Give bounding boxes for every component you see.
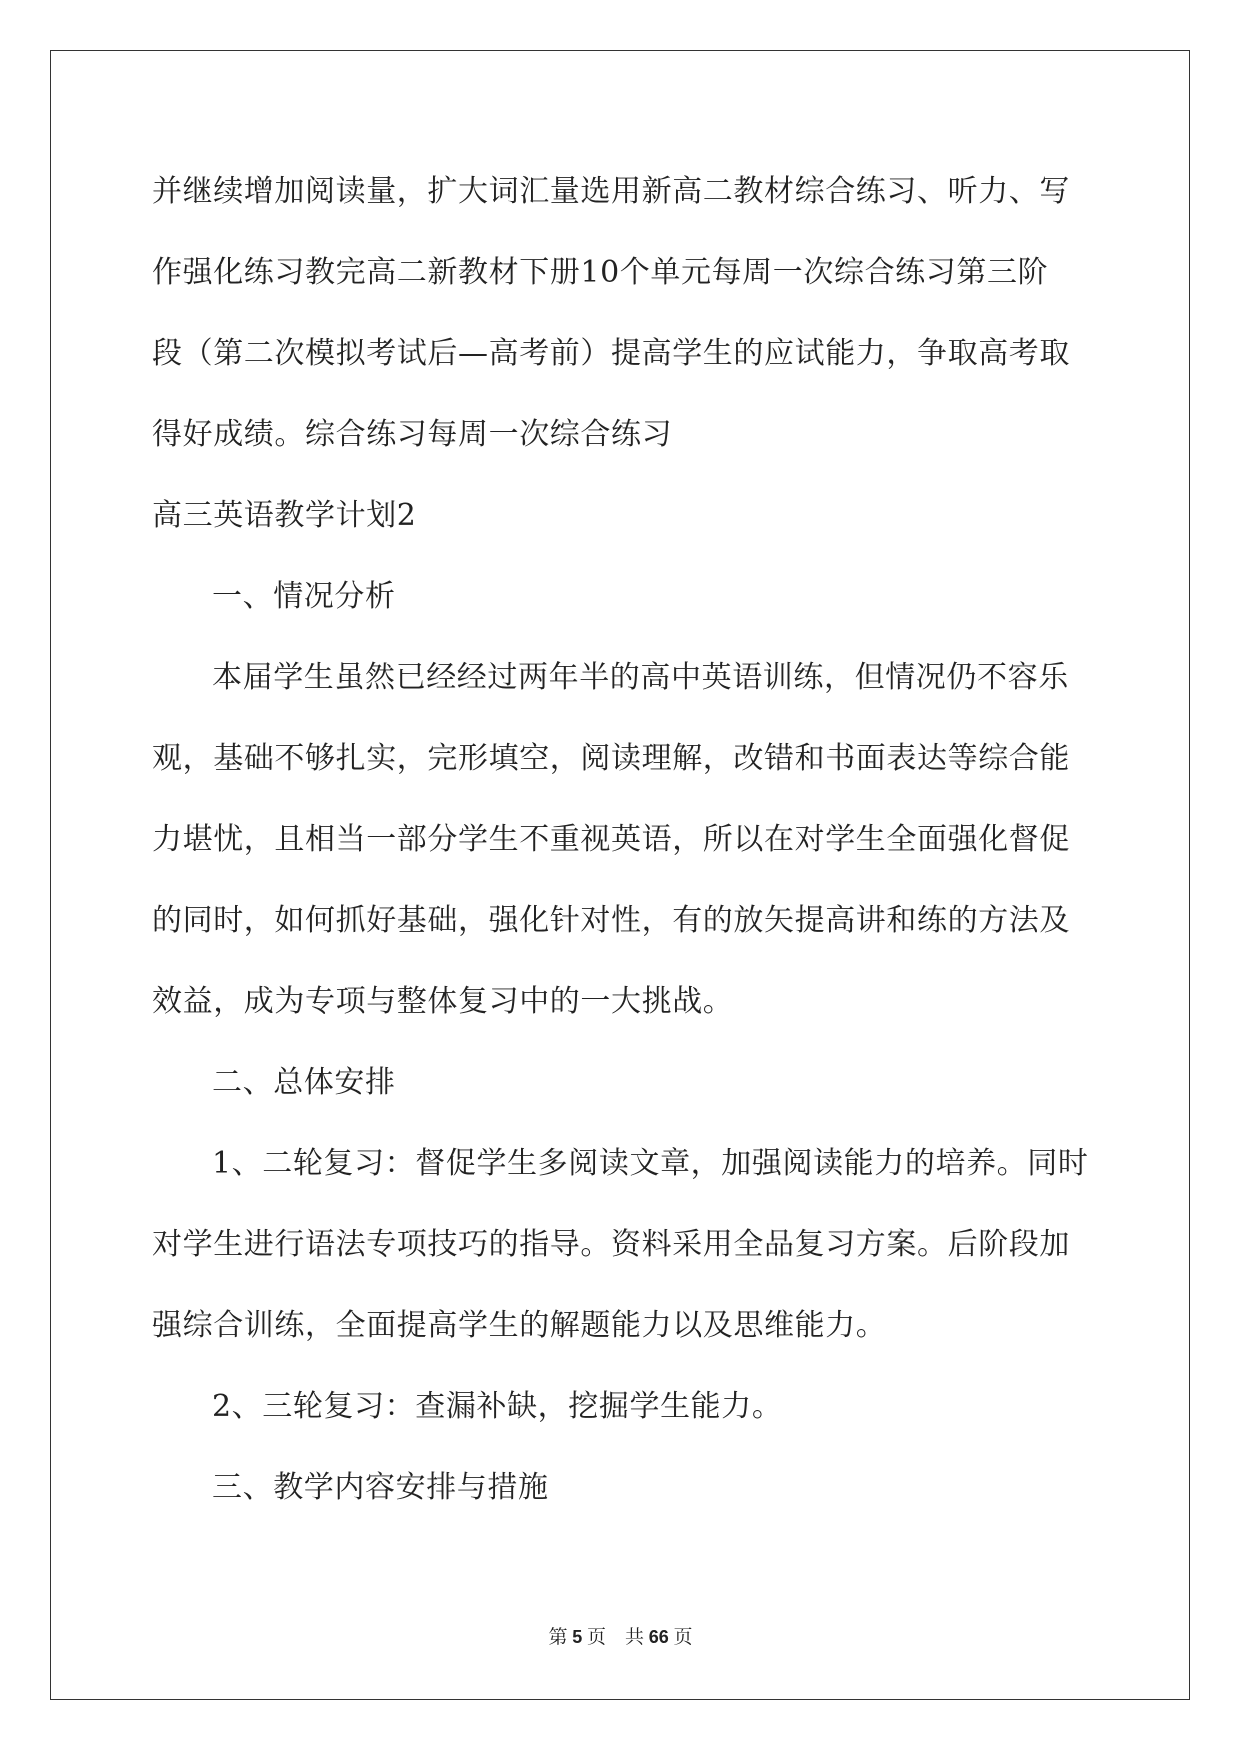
paragraph-line: 强综合训练，全面提高学生的解题能力以及思维能力。 [152, 1308, 887, 1343]
heading-teaching-content: 三、教学内容安排与措施 [212, 1470, 549, 1505]
total-suffix: 页 [673, 1627, 693, 1648]
total-prefix: 共 [624, 1627, 644, 1648]
page-number: 5 [572, 1627, 583, 1647]
paragraph-line: 1、二轮复习：督促学生多阅读文章，加强阅读能力的培养。同时 [212, 1146, 1089, 1181]
paragraph-line: 的同时，如何抓好基础，强化针对性，有的放矢提高讲和练的方法及 [152, 903, 1070, 938]
total-pages: 66 [648, 1627, 669, 1647]
paragraph-line: 本届学生虽然已经经过两年半的高中英语训练，但情况仍不容乐 [212, 660, 1069, 695]
paragraph-line: 2、三轮复习：查漏补缺，挖掘学生能力。 [212, 1389, 783, 1424]
paragraph-line: 观，基础不够扎实，完形填空，阅读理解，改错和书面表达等综合能 [152, 741, 1070, 776]
page-suffix: 页 [586, 1627, 606, 1648]
paragraph-line: 效益，成为专项与整体复习中的一大挑战。 [152, 984, 734, 1019]
heading-overall-arrangement: 二、总体安排 [212, 1065, 396, 1100]
paragraph-line: 对学生进行语法专项技巧的指导。资料采用全品复习方案。后阶段加 [152, 1227, 1070, 1262]
paragraph-line: 作强化练习教完高二新教材下册10个单元每周一次综合练习第三阶 [152, 255, 1049, 290]
page-border [50, 50, 1190, 1700]
paragraph-line: 段（第二次模拟考试后—高考前）提高学生的应试能力，争取高考取 [152, 336, 1070, 371]
section-title: 高三英语教学计划2 [152, 498, 417, 533]
page-prefix: 第 [548, 1627, 568, 1648]
paragraph-line: 力堪忧，且相当一部分学生不重视英语，所以在对学生全面强化督促 [152, 822, 1070, 857]
heading-situation-analysis: 一、情况分析 [212, 579, 396, 614]
paragraph-line: 得好成绩。综合练习每周一次综合练习 [152, 417, 673, 452]
page-footer [0, 1622, 1241, 1649]
paragraph-line: 并继续增加阅读量，扩大词汇量选用新高二教材综合练习、听力、写 [152, 174, 1070, 209]
